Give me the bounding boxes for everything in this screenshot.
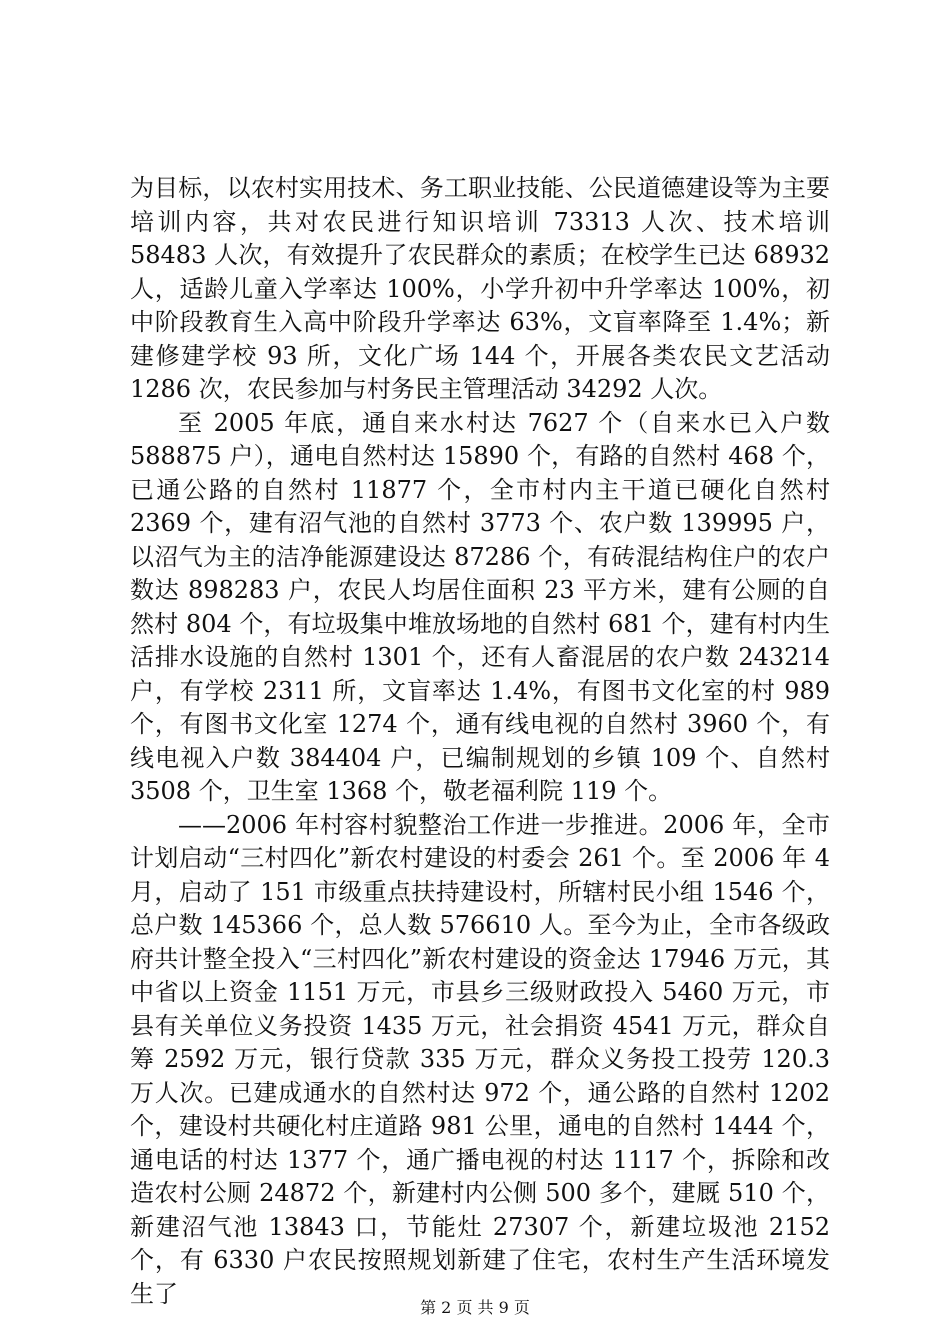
page-footer: 第 2 页 共 9 页 <box>420 1298 530 1317</box>
paragraph-2: 至 2005 年底，通自来水村达 7627 个（自来水已入户数 588875 户），通电自然村达 15890 个，有路的自然村 468 个，已通公路的自然村 11877 个，全市村内主干道已硬化自然村 2369 个，建有沼气池的自然村 3773 个、农户数 139995 户，以沼气为主的洁净能源建设达 87286 个，有砖混结构住户的农户数达 898283 户，农民人均居住面积 23 平方米，建有公厕的自然村 804 个，有垃圾集中堆放场地的自然村 681 个，建有村内生活排水设施的自然村 1301 个，还有人畜混居的农户数 243214 户，有学校 2311 所，文盲率达 1.4%，有图书文化室的村 989 个，有图书文化室 1274 个，通有线电视的自然村 3960 个，有线电视入户数 384404 户，已编制规划的乡镇 109 个、自然村 3508 个，卫生室 1368 个，敬老福利院 119 个。 <box>130 408 830 805</box>
paragraph-3: ——2006 年村容村貌整治工作进一步推进。2006 年，全市计划启动“三村四化”新农村建设的村委会 261 个。至 2006 年 4 月，启动了 151 市级重点扶持建设村，所辖村民小组 1546 个，总户数 145366 个，总人数 576610 人。至今为止，全市各级政府共计整全投入“三村四化”新农村建设的资金达 17946 万元，其中省以上资金 1151 万元，市县乡三级财政投入 5460 万元，市县有关单位义务投资 1435 万元，社会捐资 4541 万元，群众自筹 2592 万元，银行贷款 335 万元，群众义务投工投劳 120.3 万人次。已建成通水的自然村达 972 个，通公路的自然村 1202 个，建设村共硬化村庄道路 981 公里，通电的自然村 1444 个，通电话的村达 1377 个，通广播电视的村达 1117 个，拆除和改造农村公厕 24872 个，新建村内公侧 500 多个，建厩 510 个，新建沼气池 13843 口，节能灶 27307 个，新建垃圾池 2152 个，有 6330 户农民按照规划新建了住宅，农村生产生活环境发生了 <box>130 810 830 1308</box>
document-body <box>130 172 830 1311</box>
paragraph-1: 为目标，以农村实用技术、务工职业技能、公民道德建设等为主要培训内容，共对农民进行知识培训 73313 人次、技术培训 58483 人次，有效提升了农民群众的素质；在校学生已达 68932 人，适龄儿童入学率达 100%，小学升初中升学率达 100%，初中阶段教育生入高中阶段升学率达 63%，文盲率降至 1.4%；新建修建学校 93 所，文化广场 144 个，开展各类农民文艺活动 1286 次，农民参加与村务民主管理活动 34292 人次。 <box>130 174 830 403</box>
